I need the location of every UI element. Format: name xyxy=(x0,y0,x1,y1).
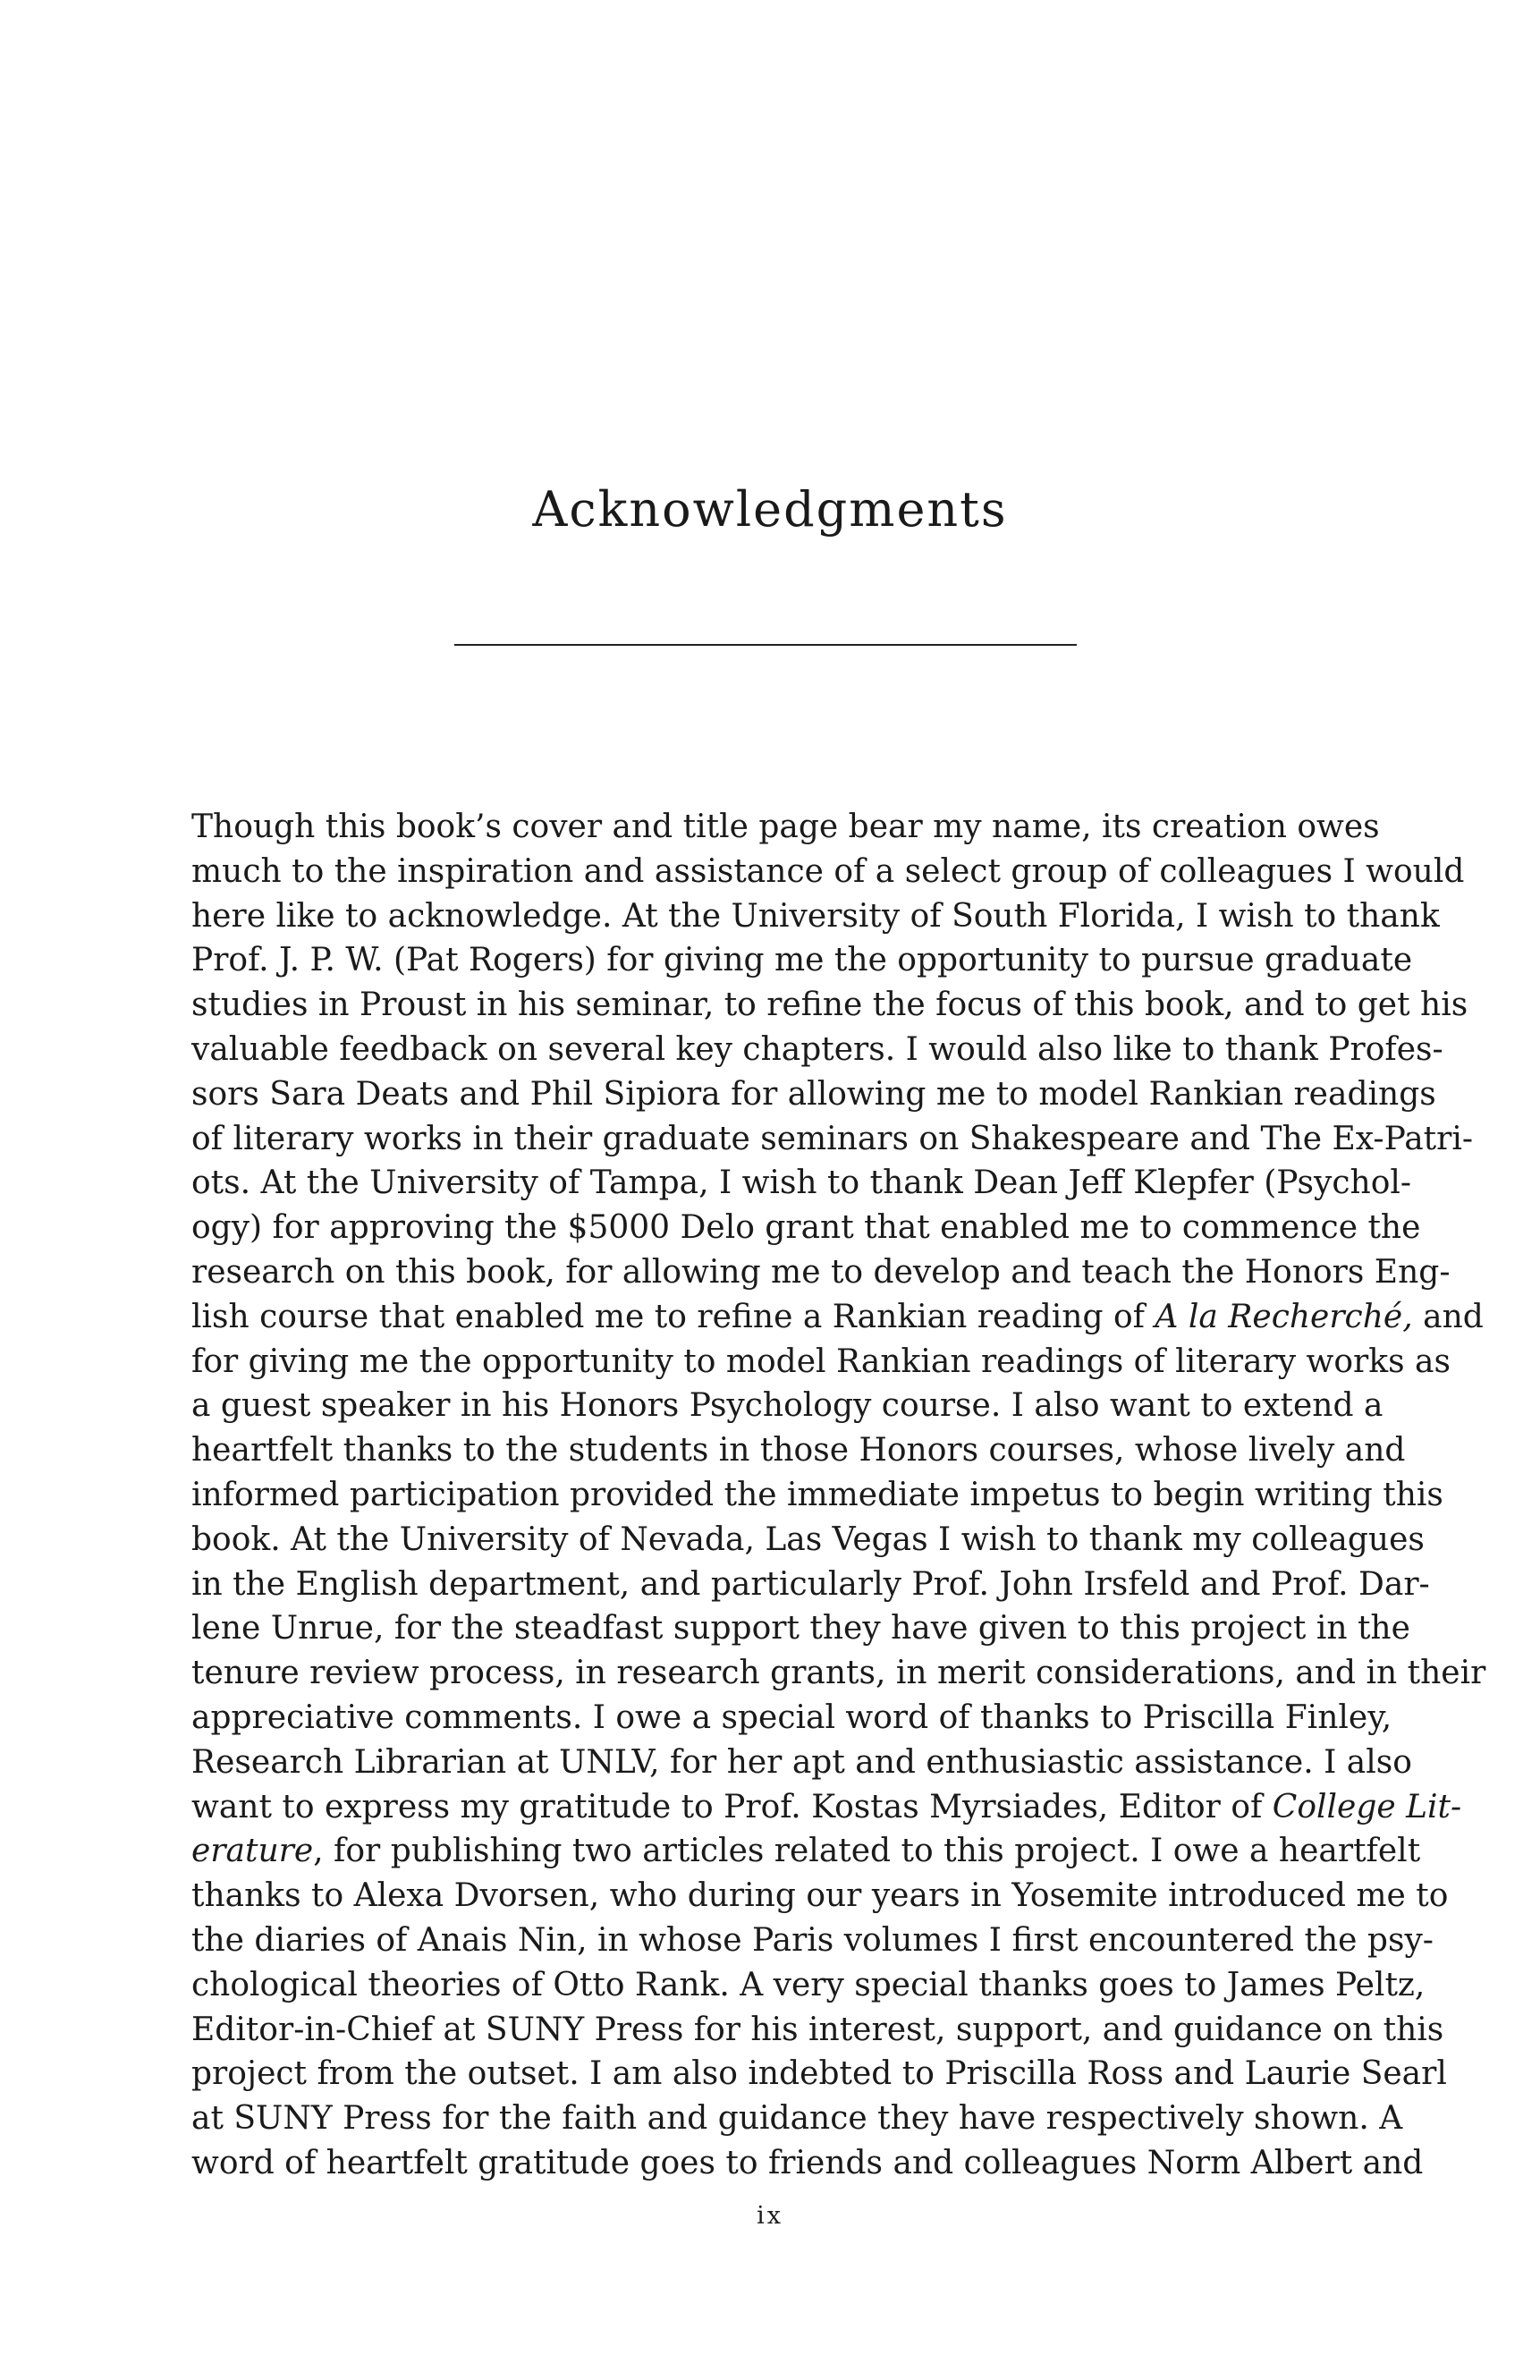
page-title: Acknowledgments xyxy=(532,481,1008,538)
text-line: in the English department, and particularly Prof. John Irsfeld and Prof. Dar- xyxy=(191,1565,1430,1603)
text-line: heartfelt thanks to the students in those Honors courses, whose lively and xyxy=(191,1432,1406,1470)
text-line: Research Librarian at UNLV, for her apt and enthusiastic assistance. I also xyxy=(191,1743,1412,1781)
text-line: valuable feedback on several key chapters. I would also like to thank Profes- xyxy=(191,1030,1443,1068)
text-line: Though this book’s cover and title page bear my name, its creation owes xyxy=(191,809,1380,845)
text-line: book. At the University of Nevada, Las Vegas I wish to thank my colleagues xyxy=(191,1520,1425,1558)
text-line-with-italic xyxy=(191,1829,1421,1874)
text-line: tenure review process, in research grants, in merit considerations, and in their xyxy=(191,1655,1486,1692)
italic-title: A la Recherché, xyxy=(1155,1298,1413,1335)
text-line: a guest speaker in his Honors Psychology course. I also want to extend a xyxy=(191,1387,1383,1425)
text-segment: lish course that enabled me to refine a Rankian reading of xyxy=(191,1298,1145,1335)
text-line: here like to acknowledge. At the University of South Florida, I wish to thank xyxy=(191,897,1440,935)
text-line: sors Sara Deats and Phil Sipiora for allowing me to model Rankian readings xyxy=(191,1075,1436,1113)
text-line: the diaries of Anais Nin, in whose Paris volumes I first encountered the psy- xyxy=(191,1921,1434,1959)
text-line: Prof. J. P. W. (Pat Rogers) for giving me the opportunity to pursue graduate xyxy=(191,942,1413,979)
text-line: at SUNY Press for the faith and guidance they have respectively shown. A xyxy=(191,2100,1403,2138)
italic-title: College Lit- xyxy=(1272,1788,1462,1825)
text-line: appreciative comments. I owe a special word of thanks to Priscilla Finley, xyxy=(191,1698,1392,1736)
text-line: Editor-in-Chief at SUNY Press for his interest, support, and guidance on this xyxy=(191,2011,1444,2048)
text-line: word of heartfelt gratitude goes to friends and colleagues Norm Albert and xyxy=(191,2144,1424,2181)
text-segment: , for publishing two articles related to this project. I owe a heartfelt xyxy=(313,1833,1421,1870)
title-rule xyxy=(454,644,1077,646)
text-line: studies in Proust in his seminar, to refine the focus of this book, and to get his xyxy=(191,987,1468,1024)
text-line: chological theories of Otto Rank. A very special thanks goes to James Peltz, xyxy=(191,1966,1426,2003)
text-line: project from the outset. I am also indebted to Priscilla Ross and Laurie Searl xyxy=(191,2055,1447,2093)
text-line: thanks to Alexa Dvorsen, who during our years in Yosemite introduced me to xyxy=(191,1877,1449,1915)
text-line: for giving me the opportunity to model Rankian readings of literary works as xyxy=(191,1342,1451,1380)
text-line: lene Unrue, for the steadfast support they have given to this project in the xyxy=(191,1610,1410,1647)
text-line: ogy) for approving the $5000 Delo grant that enabled me to commence the xyxy=(191,1209,1421,1247)
text-line-with-italic xyxy=(191,1295,1484,1340)
text-line-with-italic xyxy=(191,1785,1462,1830)
text-segment: want to express my gratitude to Prof. Kostas Myrsiades, Editor of xyxy=(191,1788,1263,1825)
text-line: research on this book, for allowing me to develop and teach the Honors Eng- xyxy=(191,1253,1451,1291)
acknowledgments-body xyxy=(191,805,1486,2186)
italic-title: erature xyxy=(191,1833,314,1870)
text-line: ots. At the University of Tampa, I wish to thank Dean Jeff Klepfer (Psychol- xyxy=(191,1165,1412,1202)
text-line: of literary works in their graduate seminars on Shakespeare and The Ex-Patri- xyxy=(191,1120,1474,1157)
text-line: informed participation provided the immediate impetus to begin writing this xyxy=(191,1476,1443,1513)
text-line: much to the inspiration and assistance of a select group of colleagues I would xyxy=(191,852,1465,890)
page-number: ix xyxy=(757,2202,783,2230)
text-segment: and xyxy=(1412,1298,1484,1335)
